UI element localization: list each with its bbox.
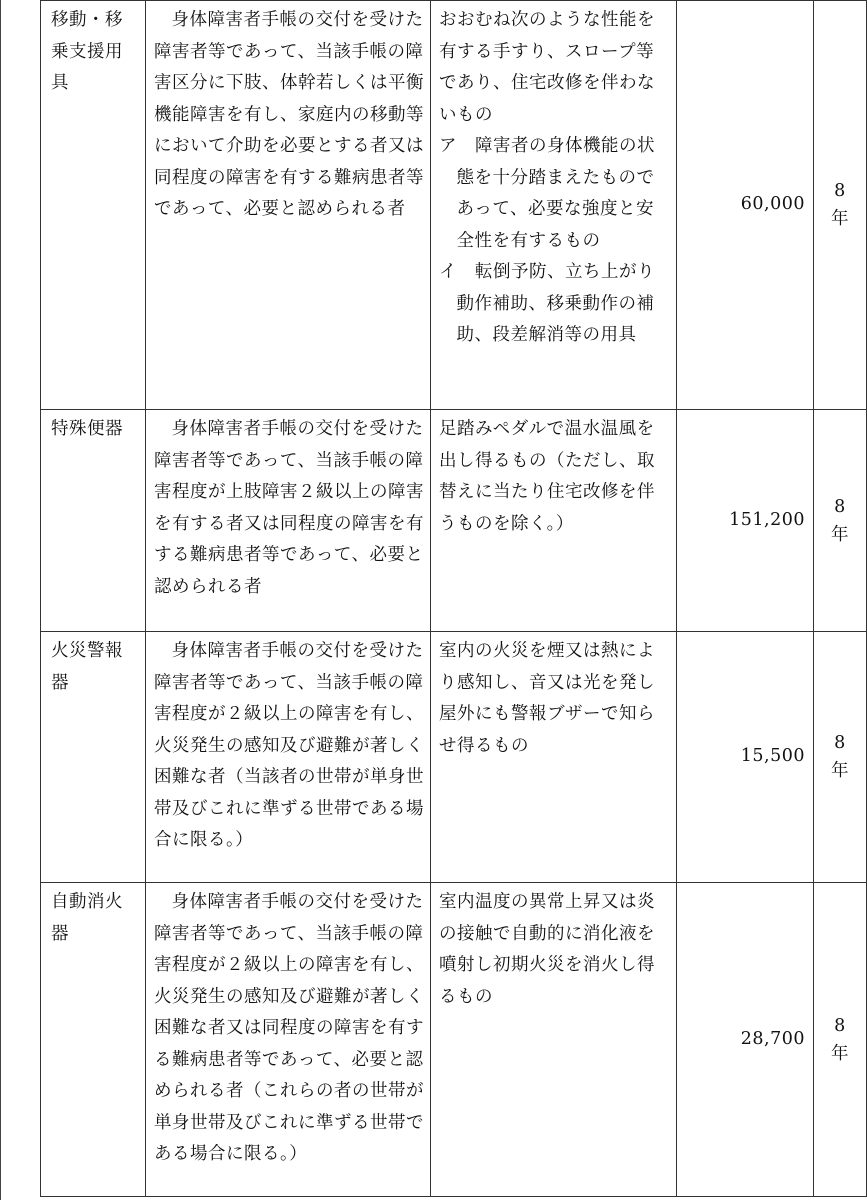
durability-cell [814, 883, 867, 1197]
performance-text: 室内温度の異常上昇又は炎の接触で自動的に消化液を噴射し初期火災を消火し得るもの [439, 892, 655, 1007]
price-value: 60,000 [740, 194, 805, 215]
eligibility-text: 身体障害者手帳の交付を受けた障害者等であって、当該手帳の障害程度が上肢障害２級以上の障害を有する者又は同程度の障害を有する難病患者等であって、必要と認められる者 [154, 419, 424, 597]
price-value: 15,500 [740, 746, 805, 767]
durability-unit: 年 [831, 524, 849, 545]
performance-text: 足踏みペダルで温水温風を出し得るもの（ただし、取替えに当たり住宅改修を伴うものを除く。） [439, 419, 655, 534]
target-cell [146, 883, 431, 1197]
durability-unit: 年 [831, 761, 849, 781]
item-name: 移動・移乗支援用具 [51, 10, 123, 93]
performance-cell [431, 410, 677, 632]
price-value: 28,700 [740, 1028, 805, 1049]
target-cell [146, 632, 431, 883]
performance-item: イ 転倒予防、立ち上がり動作補助、移乗動作の補助、段差解消等の用具 [439, 262, 655, 345]
durability-years: 8 [834, 496, 846, 517]
item-name: 特殊便器 [51, 419, 123, 439]
performance-text: おおむね次のような性能を有する手すり、スロープ等であり、住宅改修を伴わないもの [439, 10, 655, 125]
table-row [41, 1, 867, 410]
durability-unit: 年 [831, 209, 849, 229]
durability-years: 8 [834, 1015, 846, 1036]
price-value: 151,200 [729, 509, 805, 530]
performance-cell [431, 883, 677, 1197]
item-name-cell [41, 883, 146, 1197]
table-row [41, 410, 867, 632]
durability-unit: 年 [831, 1043, 849, 1064]
price-cell [677, 1, 814, 410]
eligibility-text: 身体障害者手帳の交付を受けた障害者等であって、当該手帳の障害区分に下肢、体幹若しくは平衡機能障害を有し、家庭内の移動等において介助を必要とする者又は同程度の障害を有する難病患者等であって、必要と認められる者 [154, 10, 424, 219]
item-name: 火災警報器 [51, 641, 123, 693]
performance-text: 室内の火災を煙又は熱により感知し、音又は光を発し屋外にも警報ブザーで知らせ得るもの [439, 641, 655, 756]
target-cell [146, 410, 431, 632]
durability-years: 8 [834, 733, 846, 753]
performance-item: ア 障害者の身体機能の状態を十分踏まえたものであって、必要な強度と安全性を有するもの [439, 136, 655, 251]
durability-years: 8 [834, 181, 846, 201]
durability-cell [814, 632, 867, 883]
performance-cell [431, 632, 677, 883]
durability-cell [814, 410, 867, 632]
item-name-cell [41, 632, 146, 883]
item-name: 自動消火器 [51, 892, 123, 944]
equipment-spec-table [40, 0, 867, 1197]
target-cell [146, 1, 431, 410]
price-cell [677, 632, 814, 883]
performance-cell [431, 1, 677, 410]
durability-cell [814, 1, 867, 410]
item-name-cell [41, 1, 146, 410]
table-row [41, 883, 867, 1197]
item-name-cell [41, 410, 146, 632]
eligibility-text: 身体障害者手帳の交付を受けた障害者等であって、当該手帳の障害程度が２級以上の障害を有し、火災発生の感知及び避難が著しく困難な者（当該者の世帯が単身世帯及びこれに準ずる世帯である場合に限る。） [154, 641, 424, 850]
left-margin-rule [0, 0, 1, 1200]
price-cell [677, 883, 814, 1197]
table-row [41, 632, 867, 883]
price-cell [677, 410, 814, 632]
eligibility-text: 身体障害者手帳の交付を受けた障害者等であって、当該手帳の障害程度が２級以上の障害を有し、火災発生の感知及び避難が著しく困難な者又は同程度の障害を有する難病患者等であって、必要と認められる者（これらの者の世帯が単身世帯及びこれに準ずる世帯である場合に限る。） [154, 892, 424, 1164]
